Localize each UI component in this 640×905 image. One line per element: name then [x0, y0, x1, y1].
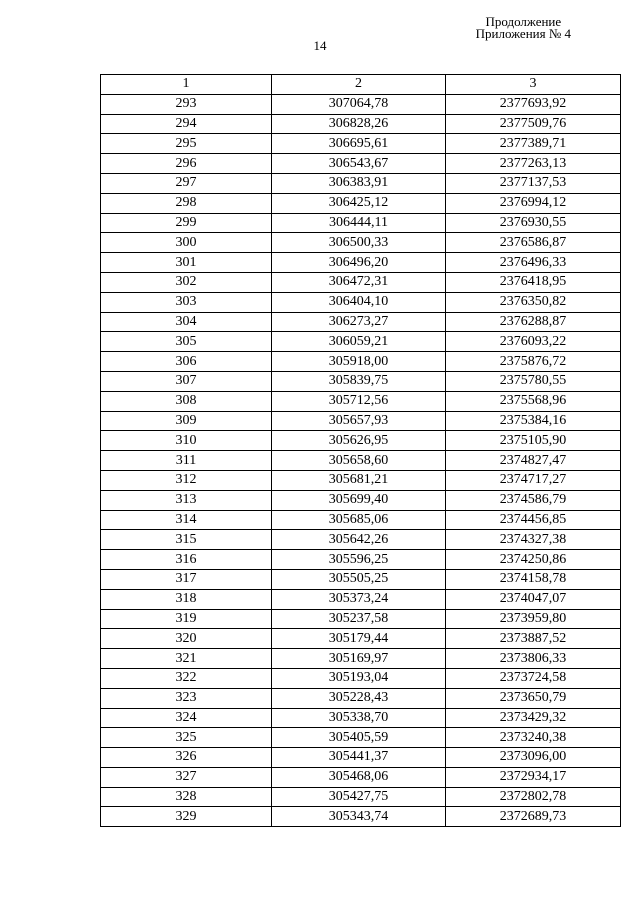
- table-row: [101, 312, 621, 332]
- point-number-cell: 310: [101, 431, 272, 451]
- x-coordinate-cell: 306444,11: [272, 213, 446, 233]
- y-coordinate-cell: 2376496,33: [446, 253, 621, 273]
- appendix-label: Приложения № 4: [475, 26, 571, 41]
- coordinates-table: [100, 74, 621, 827]
- page-number: 14: [313, 38, 327, 53]
- point-number-cell: 313: [101, 490, 272, 510]
- point-number-cell: 318: [101, 589, 272, 609]
- x-coordinate-cell: 305712,56: [272, 391, 446, 411]
- point-number-cell: 304: [101, 312, 272, 332]
- x-coordinate-cell: 305657,93: [272, 411, 446, 431]
- point-number-cell: 297: [101, 173, 272, 193]
- y-coordinate-cell: 2372934,17: [446, 767, 621, 787]
- y-coordinate-cell: 2375105,90: [446, 431, 621, 451]
- point-number-cell: 306: [101, 352, 272, 372]
- point-number-cell: 322: [101, 668, 272, 688]
- y-coordinate-cell: 2377389,71: [446, 134, 621, 154]
- x-coordinate-cell: 305596,25: [272, 550, 446, 570]
- table-row: [101, 411, 621, 431]
- y-coordinate-cell: 2375876,72: [446, 352, 621, 372]
- point-number-cell: 293: [101, 94, 272, 114]
- x-coordinate-cell: 306543,67: [272, 154, 446, 174]
- table-row: [101, 253, 621, 273]
- table-row: [101, 213, 621, 233]
- continuation-label: Продолжение: [485, 14, 562, 29]
- point-number-cell: 305: [101, 332, 272, 352]
- y-coordinate-cell: 2374158,78: [446, 569, 621, 589]
- y-coordinate-cell: 2377263,13: [446, 154, 621, 174]
- x-coordinate-cell: 306496,20: [272, 253, 446, 273]
- point-number-cell: 301: [101, 253, 272, 273]
- point-number-cell: 294: [101, 114, 272, 134]
- y-coordinate-cell: 2376930,55: [446, 213, 621, 233]
- table-row: [101, 292, 621, 312]
- table-row: [101, 451, 621, 471]
- x-coordinate-cell: 305626,95: [272, 431, 446, 451]
- table-row: [101, 510, 621, 530]
- table-row: [101, 470, 621, 490]
- x-coordinate-cell: 307064,78: [272, 94, 446, 114]
- y-coordinate-cell: 2375568,96: [446, 391, 621, 411]
- point-number-cell: 300: [101, 233, 272, 253]
- table-row: [101, 154, 621, 174]
- point-number-cell: 315: [101, 530, 272, 550]
- point-number-cell: 317: [101, 569, 272, 589]
- y-coordinate-cell: 2374327,38: [446, 530, 621, 550]
- table-row: [101, 94, 621, 114]
- y-coordinate-cell: 2375384,16: [446, 411, 621, 431]
- x-coordinate-cell: 305338,70: [272, 708, 446, 728]
- table-row: [101, 134, 621, 154]
- x-coordinate-cell: 305237,58: [272, 609, 446, 629]
- y-coordinate-cell: 2372689,73: [446, 807, 621, 827]
- table-row: [101, 431, 621, 451]
- table-row: [101, 550, 621, 570]
- x-coordinate-cell: 305918,00: [272, 352, 446, 372]
- y-coordinate-cell: 2377509,76: [446, 114, 621, 134]
- table-row: [101, 352, 621, 372]
- table-row: [101, 114, 621, 134]
- x-coordinate-cell: 305193,04: [272, 668, 446, 688]
- y-coordinate-cell: 2374586,79: [446, 490, 621, 510]
- x-coordinate-cell: 305228,43: [272, 688, 446, 708]
- table-row: [101, 233, 621, 253]
- point-number-cell: 314: [101, 510, 272, 530]
- y-coordinate-cell: 2373887,52: [446, 629, 621, 649]
- x-coordinate-cell: 305681,21: [272, 470, 446, 490]
- y-coordinate-cell: 2373429,32: [446, 708, 621, 728]
- table-row: [101, 629, 621, 649]
- point-number-cell: 298: [101, 193, 272, 213]
- table-row: [101, 708, 621, 728]
- y-coordinate-cell: 2372802,78: [446, 787, 621, 807]
- y-coordinate-cell: 2373240,38: [446, 728, 621, 748]
- point-number-cell: 328: [101, 787, 272, 807]
- y-coordinate-cell: 2374250,86: [446, 550, 621, 570]
- x-coordinate-cell: 305839,75: [272, 371, 446, 391]
- point-number-cell: 307: [101, 371, 272, 391]
- point-number-cell: 299: [101, 213, 272, 233]
- x-coordinate-cell: 306383,91: [272, 173, 446, 193]
- table-row: [101, 748, 621, 768]
- x-coordinate-cell: 305658,60: [272, 451, 446, 471]
- table-row: [101, 668, 621, 688]
- table-row: [101, 490, 621, 510]
- y-coordinate-cell: 2374717,27: [446, 470, 621, 490]
- point-number-cell: 329: [101, 807, 272, 827]
- y-coordinate-cell: 2376350,82: [446, 292, 621, 312]
- table-row: [101, 272, 621, 292]
- x-coordinate-cell: 305169,97: [272, 649, 446, 669]
- point-number-cell: 320: [101, 629, 272, 649]
- y-coordinate-cell: 2374047,07: [446, 589, 621, 609]
- table-row: [101, 332, 621, 352]
- table-body: [101, 94, 621, 826]
- x-coordinate-cell: 306472,31: [272, 272, 446, 292]
- x-coordinate-cell: 305179,44: [272, 629, 446, 649]
- x-coordinate-cell: 306273,27: [272, 312, 446, 332]
- point-number-cell: 309: [101, 411, 272, 431]
- x-coordinate-cell: 306828,26: [272, 114, 446, 134]
- y-coordinate-cell: 2376994,12: [446, 193, 621, 213]
- point-number-cell: 308: [101, 391, 272, 411]
- y-coordinate-cell: 2373959,80: [446, 609, 621, 629]
- table-row: [101, 173, 621, 193]
- point-number-cell: 327: [101, 767, 272, 787]
- y-coordinate-cell: 2377137,53: [446, 173, 621, 193]
- table-row: [101, 767, 621, 787]
- y-coordinate-cell: 2376418,95: [446, 272, 621, 292]
- y-coordinate-cell: 2374827,47: [446, 451, 621, 471]
- x-coordinate-cell: 306500,33: [272, 233, 446, 253]
- y-coordinate-cell: 2377693,92: [446, 94, 621, 114]
- column-header-3: 3: [446, 75, 621, 95]
- x-coordinate-cell: 305699,40: [272, 490, 446, 510]
- point-number-cell: 296: [101, 154, 272, 174]
- table-row: [101, 649, 621, 669]
- x-coordinate-cell: 305373,24: [272, 589, 446, 609]
- table-row: [101, 569, 621, 589]
- y-coordinate-cell: 2375780,55: [446, 371, 621, 391]
- table-row: [101, 391, 621, 411]
- point-number-cell: 324: [101, 708, 272, 728]
- x-coordinate-cell: 306059,21: [272, 332, 446, 352]
- table-row: [101, 807, 621, 827]
- table-row: [101, 609, 621, 629]
- point-number-cell: 295: [101, 134, 272, 154]
- point-number-cell: 312: [101, 470, 272, 490]
- table-row: [101, 530, 621, 550]
- x-coordinate-cell: 305505,25: [272, 569, 446, 589]
- point-number-cell: 323: [101, 688, 272, 708]
- y-coordinate-cell: 2374456,85: [446, 510, 621, 530]
- x-coordinate-cell: 306695,61: [272, 134, 446, 154]
- point-number-cell: 303: [101, 292, 272, 312]
- x-coordinate-cell: 305405,59: [272, 728, 446, 748]
- x-coordinate-cell: 305642,26: [272, 530, 446, 550]
- table-row: [101, 728, 621, 748]
- x-coordinate-cell: 305427,75: [272, 787, 446, 807]
- x-coordinate-cell: 305685,06: [272, 510, 446, 530]
- y-coordinate-cell: 2373806,33: [446, 649, 621, 669]
- y-coordinate-cell: 2373096,00: [446, 748, 621, 768]
- point-number-cell: 316: [101, 550, 272, 570]
- x-coordinate-cell: 305343,74: [272, 807, 446, 827]
- table-header-row: [101, 75, 621, 95]
- point-number-cell: 319: [101, 609, 272, 629]
- y-coordinate-cell: 2376288,87: [446, 312, 621, 332]
- column-header-1: 1: [101, 75, 272, 95]
- point-number-cell: 321: [101, 649, 272, 669]
- point-number-cell: 311: [101, 451, 272, 471]
- appendix-continuation-note: [476, 16, 571, 40]
- table-row: [101, 589, 621, 609]
- y-coordinate-cell: 2376586,87: [446, 233, 621, 253]
- table-row: [101, 371, 621, 391]
- point-number-cell: 326: [101, 748, 272, 768]
- x-coordinate-cell: 305468,06: [272, 767, 446, 787]
- table-row: [101, 193, 621, 213]
- x-coordinate-cell: 306404,10: [272, 292, 446, 312]
- y-coordinate-cell: 2373724,58: [446, 668, 621, 688]
- point-number-cell: 325: [101, 728, 272, 748]
- table-row: [101, 787, 621, 807]
- x-coordinate-cell: 305441,37: [272, 748, 446, 768]
- column-header-2: 2: [272, 75, 446, 95]
- x-coordinate-cell: 306425,12: [272, 193, 446, 213]
- point-number-cell: 302: [101, 272, 272, 292]
- table-row: [101, 688, 621, 708]
- y-coordinate-cell: 2376093,22: [446, 332, 621, 352]
- y-coordinate-cell: 2373650,79: [446, 688, 621, 708]
